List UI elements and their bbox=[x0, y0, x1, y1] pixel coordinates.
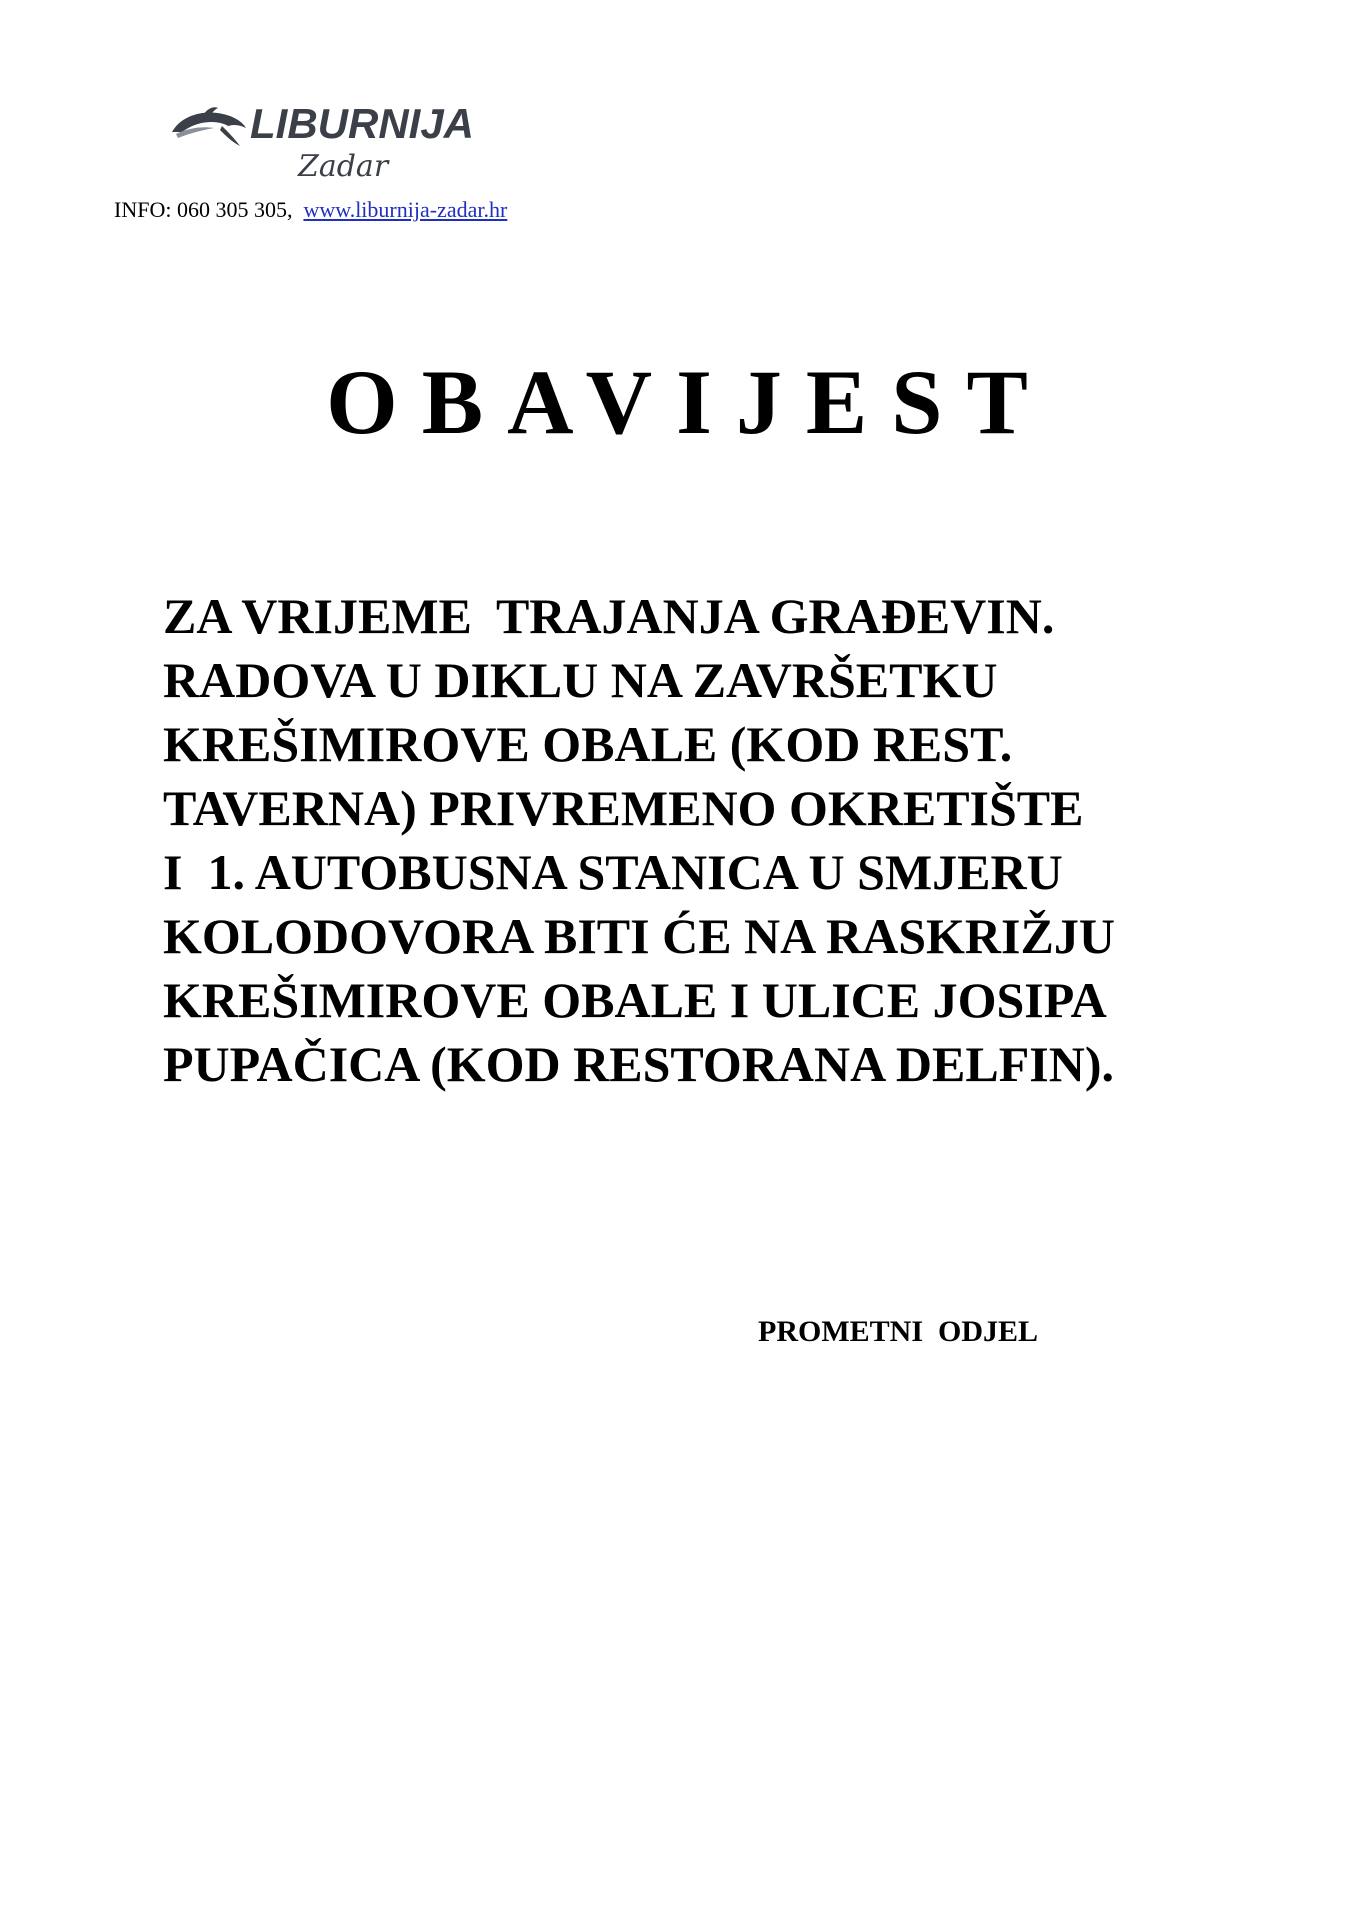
notice-line: KREŠIMIROVE OBALE (KOD REST. bbox=[163, 716, 1013, 772]
liburnija-logo bbox=[168, 100, 488, 190]
notice-body bbox=[163, 584, 1283, 1096]
department-signature: PROMETNI ODJEL bbox=[758, 1315, 1039, 1348]
logo-brand-name: LIBURNIJA bbox=[250, 100, 475, 147]
info-phone: INFO: 060 305 305, bbox=[114, 197, 293, 222]
notice-line: TAVERNA) PRIVREMENO OKRETIŠTE bbox=[163, 780, 1084, 836]
contact-info bbox=[114, 197, 507, 223]
logo-city-name: Zadar bbox=[298, 149, 389, 184]
notice-line: RADOVA U DIKLU NA ZAVRŠETKU bbox=[163, 652, 998, 708]
notice-line: PUPAČICA (KOD RESTORANA DELFIN). bbox=[163, 1036, 1115, 1092]
notice-line: KOLODOVORA BITI ĆE NA RASKRIŽJU bbox=[163, 908, 1115, 964]
notice-line: KREŠIMIROVE OBALE I ULICE JOSIPA bbox=[163, 972, 1107, 1028]
website-link[interactable]: www.liburnija-zadar.hr bbox=[303, 197, 508, 222]
notice-line: I 1. AUTOBUSNA STANICA U SMJERU bbox=[163, 844, 1063, 900]
dolphin-icon bbox=[168, 102, 248, 148]
notice-title: OBAVIJEST bbox=[326, 351, 1052, 453]
notice-line: ZA VRIJEME TRAJANJA GRAĐEVIN. bbox=[163, 588, 1055, 644]
